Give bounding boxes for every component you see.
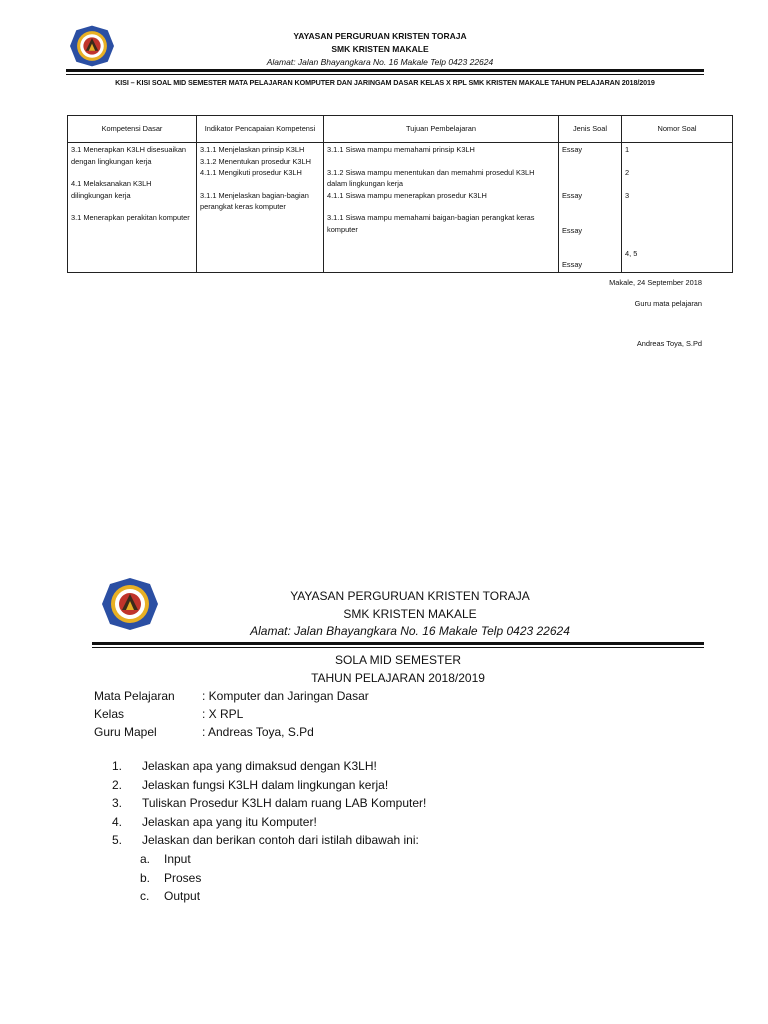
question-number: 1. (112, 759, 123, 773)
school-name: SMK KRISTEN MAKALE (331, 44, 429, 54)
indikator-item: 3.1.1 Menjelaskan prinsip K3LH (200, 145, 305, 154)
question-item (112, 757, 426, 776)
exam-letterhead (170, 588, 650, 641)
kompetensi-item: 3.1 Menerapkan K3LH disesuaikan dengan lingkungan kerja (71, 145, 187, 166)
exam-letterhead-rule (92, 642, 704, 645)
exam-meta (94, 687, 369, 741)
col-header-kompetensi: Kompetensi Dasar (68, 116, 197, 143)
question-text: Jelaskan apa yang dimaksud dengan K3LH! (142, 759, 377, 773)
question-number: 5. (112, 833, 123, 848)
signature-role: Guru mata pelajaran (634, 299, 702, 308)
nomor-item: 2 (625, 168, 630, 177)
meta-key: Mata Pelajaran (94, 689, 175, 703)
nomor-item: 3 (625, 191, 630, 200)
jenis-cell (559, 143, 622, 273)
signature-name: Andreas Toya, S.Pd (636, 339, 702, 348)
tujuan-item: 3.1.2 Siswa mampu menentukan dan memahmi prosedul K3LH dalam lingkungan kerja (327, 167, 535, 188)
letterhead-rule-thin (66, 74, 704, 75)
kompetensi-item: 4.1 Melaksanakan K3LH dilingkungan kerja (71, 179, 152, 200)
exam-title: SOLA MID SEMESTER (334, 653, 462, 667)
tujuan-item: 4.1.1 Siswa mampu menerapkan prosedur K3LH (327, 190, 487, 200)
sub-text: Proses (164, 870, 202, 885)
meta-key: Kelas (94, 707, 125, 721)
exam-title-block (92, 651, 704, 687)
question-item (112, 813, 426, 832)
question-list (112, 757, 426, 906)
jenis-item: Essay (562, 225, 583, 235)
foundation-name: YAYASAN PERGURUAN KRISTEN TORAJA (293, 31, 467, 41)
sub-item (112, 869, 426, 888)
sub-letter: a. (140, 851, 151, 866)
school-name: SMK KRISTEN MAKALE (343, 606, 477, 621)
indikator-item: 3.1.1 Menjelaskan bagian-bagian perangkat keras komputer (200, 190, 309, 211)
question-item (112, 776, 426, 795)
meta-key: Guru Mapel (94, 725, 157, 739)
exam-year: TAHUN PELAJARAN 2018/2019 (311, 671, 485, 685)
school-address: Alamat: Jalan Bhayangkara No. 16 Makale Telp 0423 22624 (266, 57, 494, 67)
foundation-name: YAYASAN PERGURUAN KRISTEN TORAJA (290, 589, 530, 603)
sub-letter: c. (140, 889, 150, 904)
kompetensi-item: 3.1 Menerapkan perakitan komputer (71, 213, 190, 222)
jenis-item: Essay (562, 145, 583, 154)
nomor-item: 1 (625, 145, 630, 154)
kisi-table (67, 115, 733, 273)
sub-text: Input (164, 851, 191, 866)
sub-letter: b. (140, 870, 151, 885)
meta-value: : Komputer dan Jaringan Dasar (202, 689, 369, 703)
kompetensi-cell (68, 143, 197, 273)
question-number: 4. (112, 814, 123, 829)
question-number: 3. (112, 796, 123, 811)
school-address: Alamat: Jalan Bhayangkara No. 16 Makale Telp 0423 22624 (250, 624, 570, 638)
question-text: Jelaskan fungsi K3LH dalam lingkungan kerja! (142, 777, 389, 792)
sub-item (112, 850, 426, 869)
jenis-item: Essay (562, 191, 583, 200)
indikator-item: 4.1.1 Mengikuti prosedur K3LH (200, 168, 302, 177)
jenis-item: Essay (562, 260, 583, 269)
sub-item (112, 887, 426, 906)
tujuan-cell (324, 143, 559, 273)
indikator-cell (197, 143, 324, 273)
col-header-jenis: Jenis Soal (559, 116, 622, 143)
signature-place-date: Makale, 24 September 2018 (609, 278, 702, 287)
kisi-title: KISI – KISI SOAL MID SEMESTER MATA PELAJARAN KOMPUTER DAN JARINGAM DASAR KELAS X RPL SMK KRISTEN MAKALE TAHUN PELAJARAN 2018/2019 (115, 78, 655, 87)
question-item (112, 794, 426, 813)
question-text: Jelaskan apa yang itu Komputer! (142, 814, 317, 829)
question-item (112, 831, 426, 850)
table-row (68, 143, 733, 273)
col-header-tujuan: Tujuan Pembelajaran (324, 116, 559, 143)
meta-value: : Andreas Toya, S.Pd (202, 725, 314, 739)
nomor-cell (622, 143, 733, 273)
sub-text: Output (164, 889, 201, 904)
letterhead-rule (66, 69, 704, 72)
school-logo-icon (68, 24, 116, 68)
meta-value: : X RPL (202, 707, 244, 721)
letterhead (130, 30, 630, 69)
question-text: Tuliskan Prosedur K3LH dalam ruang LAB Komputer! (142, 796, 427, 811)
tujuan-item: 3.1.1 Siswa mampu memahami baigan-bagian perangkat keras komputer (327, 213, 535, 234)
tujuan-item: 3.1.1 Siswa mampu memahami prinsip K3LH (327, 145, 475, 154)
col-header-indikator: Indikator Pencapaian Kompetensi (197, 116, 324, 143)
meta-row (94, 705, 369, 723)
question-text: Jelaskan dan berikan contoh dari istilah dibawah ini: (142, 833, 419, 848)
meta-row (94, 687, 369, 705)
col-header-nomor: Nomor Soal (622, 116, 733, 143)
question-number: 2. (112, 777, 123, 792)
indikator-item: 3.1.2 Menentukan prosedur K3LH (200, 156, 311, 166)
meta-row (94, 723, 369, 741)
nomor-item: 4, 5 (625, 248, 638, 258)
school-logo-icon (100, 574, 160, 634)
exam-letterhead-rule-thin (92, 647, 704, 648)
